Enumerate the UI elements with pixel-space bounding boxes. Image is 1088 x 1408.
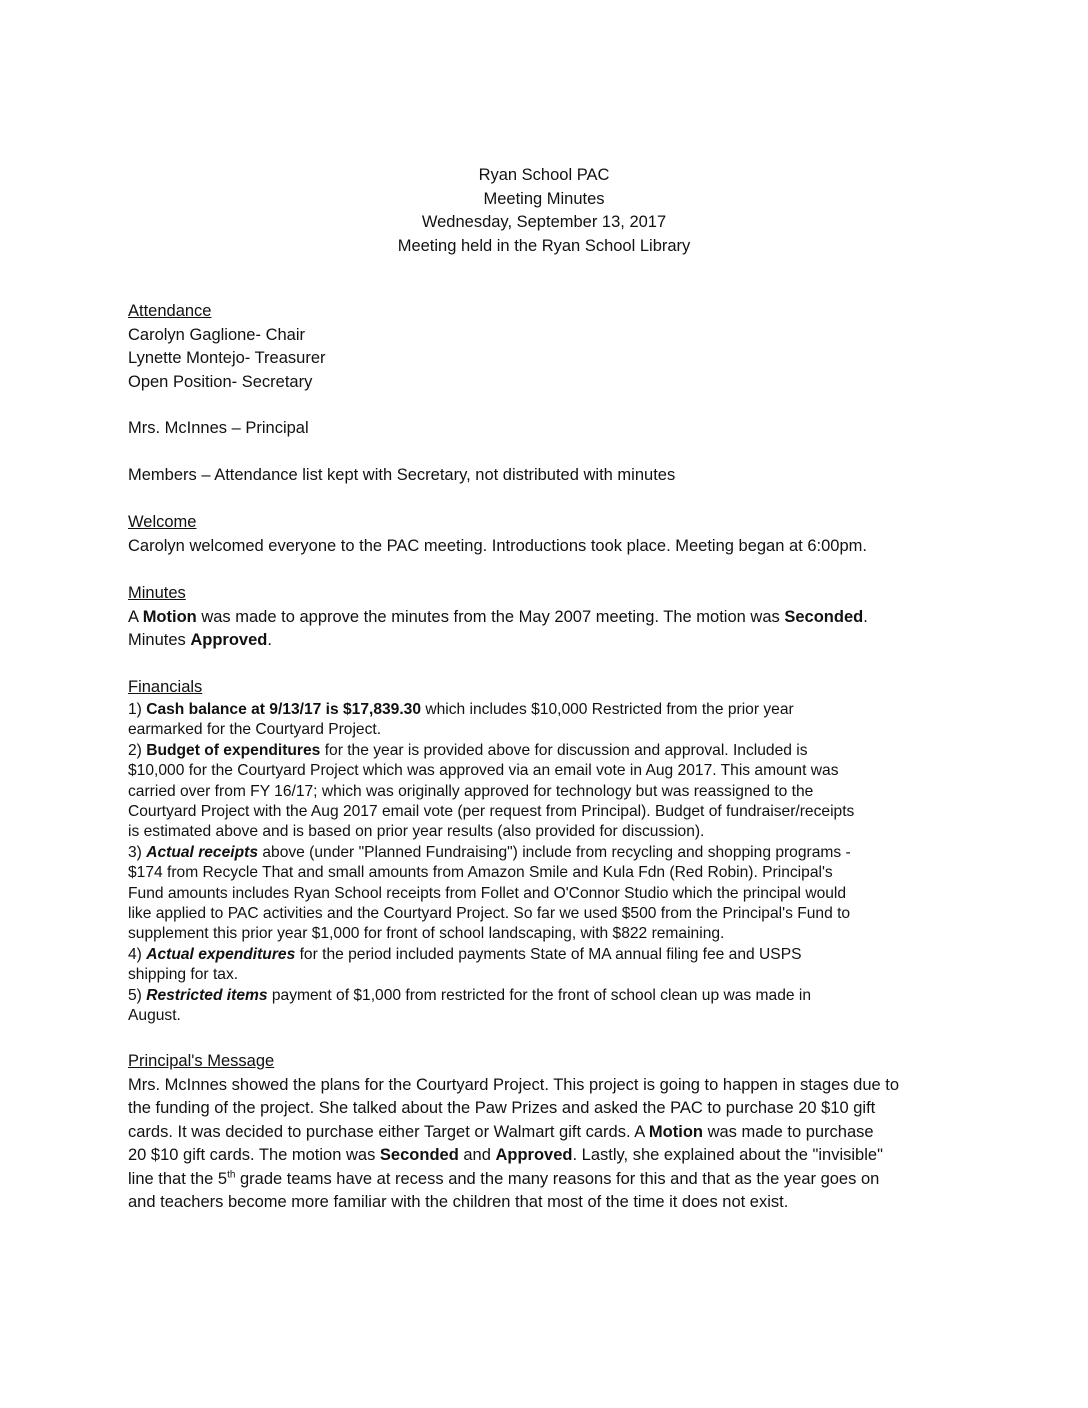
- financial-item-4-cont: shipping for tax.: [128, 966, 239, 984]
- financial-item-5: 5) Restricted items payment of $1,000 from restricted for the front of school clean up was made in: [128, 986, 812, 1004]
- financial-item-1: 1) Cash balance at 9/13/17 is $17,839.30 which includes $10,000 Restricted from the prior year: [128, 701, 794, 718]
- financial-item-2-cont: $10,000 for the Courtyard Project which was approved via an email vote in Aug 2017. This amount was: [128, 762, 839, 780]
- principal-message-line: and teachers become more familiar with the children that most of the time it does not exist.: [128, 1193, 789, 1211]
- principal-message-line: the funding of the project. She talked about the Paw Prizes and asked the PAC to purchase 20 $10 gift: [128, 1099, 876, 1117]
- document-title: Meeting Minutes: [483, 189, 605, 208]
- financials-heading-wrap: [128, 676, 968, 700]
- meeting-location: Meeting held in the Ryan School Library: [397, 236, 691, 255]
- financial-item-5-cont: August.: [128, 1007, 181, 1025]
- financial-item-2-cont: Courtyard Project with the Aug 2017 email vote (per request from Principal). Budget of fundraiser/receipts: [128, 803, 855, 821]
- financial-item-1-cont: earmarked for the Courtyard Project.: [128, 721, 382, 739]
- principal-message-line: 20 $10 gift cards. The motion was Seconded and Approved. Lastly, she explained about the "invisible": [128, 1146, 883, 1164]
- meeting-date: Wednesday, September 13, 2017: [421, 213, 667, 231]
- attendee-chair: Carolyn Gaglione- Chair: [128, 325, 305, 344]
- attendance-heading: Attendance: [128, 302, 212, 320]
- financial-item-2-cont: carried over from FY 16/17; which was originally approved for technology but was reassigned to the: [128, 782, 814, 800]
- members-note: Members – Attendance list kept with Secretary, not distributed with minutes: [128, 466, 676, 484]
- financial-item-3-cont: supplement this prior year $1,000 for front of school landscaping, with $822 remaining.: [128, 925, 725, 943]
- financial-item-3-cont: like applied to PAC activities and the Courtyard Project. So far we used $500 from the Principal's Fund to: [128, 905, 851, 923]
- principal-message-line: Mrs. McInnes showed the plans for the Courtyard Project. This project is going to happen in stages due to: [128, 1075, 900, 1094]
- minutes-motion-line: A Motion was made to approve the minutes from the May 2007 meeting. The motion was Seconded.: [128, 607, 868, 626]
- financial-item-3-cont: $174 from Recycle That and small amounts from Amazon Smile and Kula Fdn (Red Robin). Principal's: [128, 864, 833, 882]
- financial-item-2: 2) Budget of expenditures for the year is provided above for discussion and approval. Included is: [128, 741, 808, 759]
- attendee-principal: Mrs. McInnes – Principal: [128, 419, 309, 437]
- financial-item-3: 3) Actual receipts above (under "Planned Fundraising") include from recycling and shopping programs -: [128, 843, 851, 861]
- school-name: Ryan School PAC: [478, 166, 610, 184]
- principal-message-heading: Principal's Message: [128, 1052, 275, 1070]
- principal-message-section: [128, 1050, 968, 1215]
- welcome-section: [128, 511, 968, 558]
- welcome-text: Carolyn welcomed everyone to the PAC meeting. Introductions took place. Meeting began at 6:00pm.: [128, 536, 867, 555]
- financial-item-3-cont: Fund amounts includes Ryan School receipts from Follet and O'Connor Studio which the principal would: [128, 884, 847, 902]
- financial-item-2-cont: is estimated above and is based on prior year results (also provided for discussion).: [128, 823, 705, 841]
- principal-message-line: line that the 5th grade teams have at recess and the many reasons for this and that as the year goes on: [128, 1169, 880, 1188]
- financials-section: [128, 700, 968, 1027]
- document-header: [0, 164, 1088, 258]
- attendee-treasurer: Lynette Montejo- Treasurer: [128, 349, 326, 367]
- welcome-heading: Welcome: [128, 513, 197, 531]
- principal-message-line: cards. It was decided to purchase either Target or Walmart gift cards. A Motion was made to purchase: [128, 1122, 874, 1141]
- financials-heading: Financials: [128, 678, 203, 696]
- minutes-section: [128, 582, 968, 653]
- financial-item-4: 4) Actual expenditures for the period included payments State of MA annual filing fee and USPS: [128, 945, 802, 963]
- minutes-approved-line: Minutes Approved.: [128, 631, 272, 649]
- attendee-secretary: Open Position- Secretary: [128, 372, 313, 391]
- minutes-heading: Minutes: [128, 584, 186, 602]
- attendance-section: [128, 300, 968, 394]
